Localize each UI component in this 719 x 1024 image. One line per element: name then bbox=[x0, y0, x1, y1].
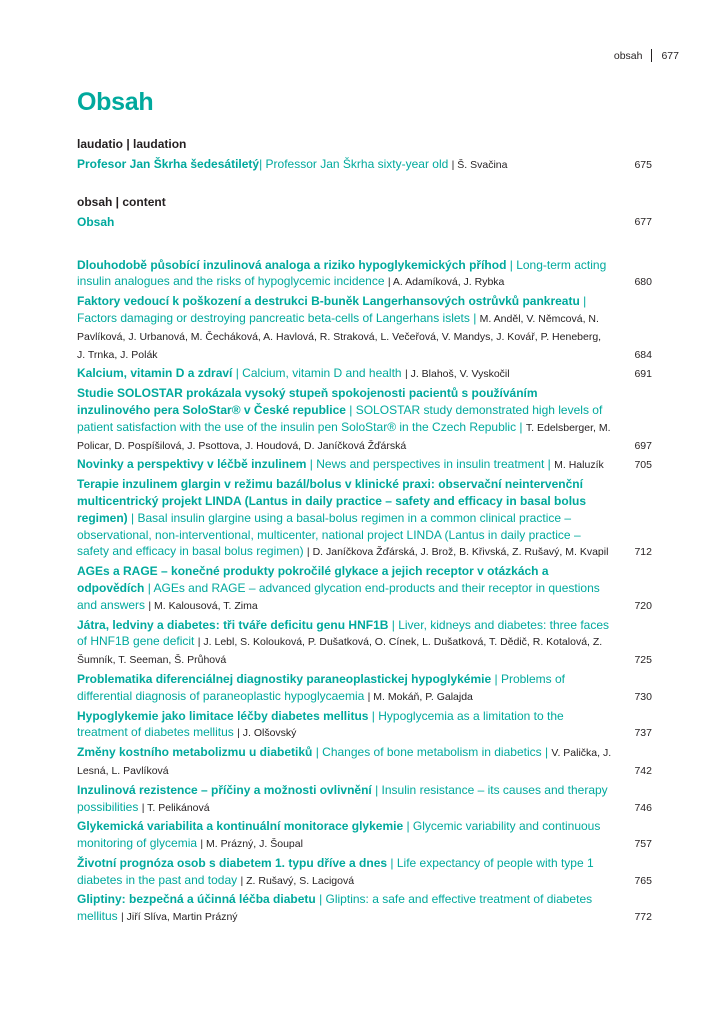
entry-authors: M. Anděl, V. Němcová, N. Pavlíková, J. Urbanová, M. Čecháková, A. Havlová, R. Straková, L. Večeřová, V. Mandys, J. Kovář, P. Heneberg, J. Trnka, J. Polák bbox=[77, 312, 602, 361]
entry-authors: | A. Adamíková, J. Rybka bbox=[387, 276, 505, 289]
toc-entry[interactable] bbox=[77, 855, 652, 890]
toc-entry[interactable] bbox=[77, 365, 652, 383]
entry-title-en[interactable]: | Long-term acting insulin analogues and the risks of hypoglycemic incidence bbox=[77, 257, 607, 289]
entry-title-en[interactable]: | SOLOSTAR study demonstrated high levels of patient satisfaction with the use of the insulin pen SoloStar® in the Czech Republic | bbox=[77, 402, 603, 434]
entry-authors: | Š. Svačina bbox=[451, 159, 508, 171]
entry-title-cz[interactable]: Dlouhodobě působící inzulinová analoga a riziko hypoglykemických příhod bbox=[77, 257, 507, 272]
section-heading: laudatio | laudation bbox=[77, 137, 187, 151]
toc-entry[interactable] bbox=[77, 385, 652, 454]
toc-entry[interactable] bbox=[77, 671, 652, 706]
entry-title-en[interactable]: | Changes of bone metabolism in diabetics | bbox=[315, 745, 549, 760]
section-content bbox=[77, 194, 652, 231]
toc-entry[interactable] bbox=[77, 293, 652, 363]
entry-title-en[interactable]: | Insulin resistance – its causes and therapy possibilities bbox=[77, 782, 608, 814]
entry-title-cz[interactable]: Terapie inzulinem glargin v režimu bazál/bolus v klinické praxi: observační neintervenční multicentrický projekt LINDA (Lantus in daily practice – safety and efficacy in basal bolus regimen) bbox=[77, 477, 587, 525]
toc-entry[interactable] bbox=[77, 476, 652, 561]
entry-title-cz[interactable]: Játra, ledviny a diabetes: tři tváře deficitu genu HNF1B bbox=[77, 617, 389, 632]
toc-entry[interactable] bbox=[77, 708, 652, 743]
entry-page: 746 bbox=[634, 801, 652, 814]
entry-authors: | M. Mokáň, P. Galajda bbox=[367, 690, 473, 703]
entry-page: 691 bbox=[634, 368, 652, 381]
entry-page: 772 bbox=[634, 911, 652, 924]
entry-page: 684 bbox=[634, 348, 652, 361]
entry-authors: | Jiří Slíva, Martin Prázný bbox=[121, 911, 238, 924]
entry-authors: | J. Blahoš, V. Vyskočil bbox=[404, 368, 510, 381]
section-laudatio bbox=[77, 136, 652, 174]
entry-title-en[interactable]: | Professor Jan Škrha sixty-year old bbox=[259, 157, 449, 171]
entry-authors: | T. Pelikánová bbox=[141, 801, 210, 814]
entry-title-cz[interactable]: Hypoglykemie jako limitace léčby diabetes mellitus bbox=[77, 708, 369, 723]
entry-title-en[interactable]: | Liver, kidneys and diabetes: three faces of HNF1B gene deficit bbox=[77, 617, 610, 649]
running-head-divider bbox=[651, 49, 652, 62]
running-head-label: obsah bbox=[613, 49, 643, 62]
table-of-contents bbox=[77, 136, 652, 928]
entry-title-en[interactable]: | Basal insulin glargine using a basal-bolus regimen in a common clinical practice – observational, non-interventional, multicenter, national project LINDA (Lantus in daily practice – safety and efficacy in basal bolus regimen) bbox=[77, 510, 581, 559]
entry-title-cz[interactable]: Inzulinová rezistence – příčiny a možnosti ovlivnění bbox=[77, 782, 372, 797]
entry-page: 675 bbox=[634, 159, 652, 171]
entry-title-cz[interactable]: Glykemická variabilita a kontinuální monitorace glykemie bbox=[77, 819, 404, 834]
entry-title-cz[interactable]: Gliptiny: bezpečná a účinná léčba diabetu bbox=[77, 892, 316, 907]
entry-page: 720 bbox=[634, 599, 652, 612]
entry-page: 697 bbox=[634, 439, 652, 452]
toc-entry[interactable] bbox=[77, 617, 652, 669]
toc-entry[interactable] bbox=[77, 456, 652, 474]
entry-authors: T. Edelsberger, M. Policar, D. Pospíšilová, J. Psottova, J. Houdová, D. Janíčková Žďárská bbox=[77, 421, 611, 452]
entry-title-cz[interactable]: Změny kostního metabolizmu u diabetiků bbox=[77, 745, 313, 760]
entry-authors: | J. Lebl, S. Kolouková, P. Dušatková, O. Cínek, L. Dušatková, T. Dědič, R. Kotalová, Z. Šumník, T. Seeman, Š. Průhová bbox=[77, 636, 603, 667]
entry-page: 742 bbox=[634, 764, 652, 777]
entry-title-en[interactable]: | Factors damaging or destroying pancreatic beta-cells of Langerhans islets | bbox=[77, 294, 587, 325]
articles-list bbox=[77, 257, 652, 926]
entry-title-en[interactable]: | Gliptins: a safe and effective treatment of diabetes mellitus bbox=[77, 892, 593, 924]
entry-page: 705 bbox=[634, 459, 652, 472]
running-head bbox=[614, 49, 679, 62]
entry-title-cz[interactable]: Problematika diferenciálnej diagnostiky paraneoplastickej hypoglykémie bbox=[77, 671, 492, 686]
entry-authors: | M. Kalousová, T. Zima bbox=[148, 599, 258, 612]
entry-page: 765 bbox=[634, 874, 652, 887]
entry-page: 757 bbox=[634, 838, 652, 851]
entry-authors: | D. Janíčkova Žďárská, J. Brož, B. Křivská, Z. Rušavý, M. Kvapil bbox=[306, 546, 609, 559]
entry-page: 725 bbox=[634, 654, 652, 667]
entry-title-en[interactable]: | Glycemic variability and continuous monitoring of glycemia bbox=[77, 819, 601, 851]
entry-authors: M. Haluzík bbox=[554, 459, 604, 472]
running-head-page: 677 bbox=[661, 49, 679, 62]
entry-title-en[interactable]: | Life expectancy of people with type 1 diabetes in the past and today bbox=[77, 855, 594, 887]
page-title: Obsah bbox=[77, 88, 154, 116]
entry-page: 737 bbox=[634, 727, 652, 740]
entry-title-en[interactable]: | News and perspectives in insulin treatment | bbox=[309, 457, 551, 472]
section-heading: obsah | content bbox=[77, 194, 166, 209]
entry-title-cz[interactable]: Životní prognóza osob s diabetem 1. typu dříve a dnes bbox=[77, 855, 388, 870]
entry-title-cz[interactable]: AGEs a RAGE – konečné produkty pokročilé glykace a jejich receptor v otázkách a odpovědích bbox=[77, 564, 549, 595]
entry-title-cz[interactable]: Faktory vedoucí k poškození a destrukci B-buněk Langerhansových ostrůvků pankreatu bbox=[77, 294, 580, 309]
entry-authors: | Z. Rušavý, S. Lacigová bbox=[240, 874, 355, 887]
entry-title-en[interactable]: | AGEs and RAGE – advanced glycation end-products and their receptor in questions and answers bbox=[77, 580, 600, 612]
entry-authors: V. Palička, J. Lesná, L. Pavlíková bbox=[77, 747, 612, 777]
entry-page: 680 bbox=[634, 276, 652, 289]
toc-entry[interactable] bbox=[77, 563, 652, 614]
entry-title-cz[interactable]: Kalcium, vitamin D a zdraví bbox=[77, 366, 233, 381]
entry-authors: | J. Olšovský bbox=[237, 727, 297, 740]
entry-title-cz[interactable]: Novinky a perspektivy v léčbě inzulinem bbox=[77, 457, 307, 472]
toc-entry[interactable] bbox=[77, 156, 652, 174]
toc-entry[interactable] bbox=[77, 214, 652, 231]
entry-authors: | M. Prázný, J. Šoupal bbox=[200, 838, 303, 851]
entry-title-en[interactable]: | Calcium, vitamin D and health bbox=[235, 366, 402, 381]
toc-entry[interactable] bbox=[77, 891, 652, 926]
entry-title-cz[interactable]: Obsah bbox=[77, 214, 115, 229]
toc-entry[interactable] bbox=[77, 744, 652, 780]
toc-entry[interactable] bbox=[77, 257, 652, 292]
entry-page: 730 bbox=[634, 690, 652, 703]
entry-title-en[interactable]: | Hypoglycemia as a limitation to the treatment of diabetes mellitus bbox=[77, 708, 564, 740]
entry-title-en[interactable]: | Problems of differential diagnosis of paraneoplastic hypoglycaemia bbox=[77, 671, 565, 703]
toc-entry[interactable] bbox=[77, 818, 652, 853]
entry-page: 677 bbox=[634, 215, 652, 228]
entry-page: 712 bbox=[634, 546, 652, 559]
entry-title-cz[interactable]: Profesor Jan Škrha šedesátiletý bbox=[77, 157, 260, 171]
entry-title-cz[interactable]: Studie SOLOSTAR prokázala vysoký stupeň spokojenosti pacientů s používáním inzulinového pera SoloStar® v České republice bbox=[77, 386, 538, 417]
toc-entry[interactable] bbox=[77, 782, 652, 817]
